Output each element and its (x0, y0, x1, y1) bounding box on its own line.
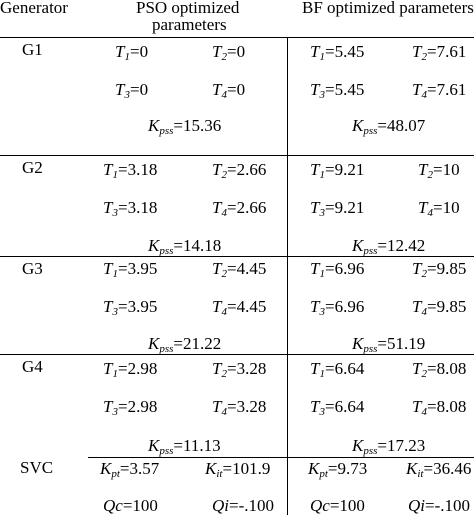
g3-bf-t2: $T_2=9.85$ (412, 259, 467, 280)
g3-bf-t3: $T_3=6.96$ (310, 297, 365, 318)
g4-pso-t2: $T_2=3.28$ (212, 359, 267, 380)
g4-bf-t4: $T_4=8.08$ (412, 397, 467, 418)
g1-bf-t3: $T_3=5.45$ (310, 80, 365, 101)
gen-label-g1: G1 (22, 40, 43, 59)
g4-bf-kpss: $K_{pss}=17.23$ (352, 436, 426, 457)
g3-pso-t4: $T_4=4.45$ (212, 297, 267, 318)
svc-pso-kit: $K_{it}=101.9$ (205, 459, 271, 480)
g3-pso-t2: $T_2=4.45$ (212, 259, 267, 280)
g1-pso-t2: $T_2=0$ (212, 42, 246, 63)
header-pso-line2: parameters (152, 15, 227, 34)
header-generator: Generator (0, 0, 68, 17)
g2-bf-t3: $T_3=9.21$ (310, 198, 365, 219)
g2-bf-t4: $T_4=10$ (418, 198, 460, 219)
g1-pso-t1: $T_1=0$ (115, 42, 149, 63)
g1-bf-kpss: $K_{pss}=48.07$ (352, 116, 426, 137)
gen-label-svc: SVC (20, 458, 54, 477)
g2-pso-t2: $T_2=2.66$ (212, 160, 267, 181)
svc-bf-qi: Qi=-.100 (408, 496, 471, 515)
g2-pso-t4: $T_4=2.66$ (212, 198, 267, 219)
g3-bf-t4: $T_4=9.85$ (412, 297, 467, 318)
g4-bf-t1: $T_1=6.64$ (310, 359, 365, 380)
svc-bf-kit: $K_{it}=36.46$ (406, 459, 472, 480)
g3-bf-kpss: $K_{pss}=51.19$ (352, 334, 426, 355)
g2-pso-t1: $T_1=3.18$ (103, 160, 158, 181)
g3-pso-t3: $T_3=3.95$ (103, 297, 158, 318)
svc-pso-kpt: $K_{pt}=3.57$ (100, 459, 160, 480)
gen-label-g2: G2 (22, 158, 43, 177)
g1-pso-t4: $T_4=0$ (212, 80, 246, 101)
g4-bottom-line (88, 457, 474, 458)
g1-pso-kpss: $K_{pss}=15.36$ (148, 116, 222, 137)
g2-bottom-line (0, 256, 474, 257)
header-pso-line1: PSO optimized (136, 0, 240, 17)
header-bf: BF optimized parameters (302, 0, 474, 17)
g2-pso-t3: $T_3=3.18$ (103, 198, 158, 219)
svc-pso-qc: Qc=100 (103, 496, 158, 515)
g4-bf-t3: $T_3=6.64$ (310, 397, 365, 418)
g4-pso-t4: $T_4=3.28$ (212, 397, 267, 418)
g1-bottom-line (0, 155, 474, 156)
svc-bf-kpt: $K_{pt}=9.73$ (308, 459, 368, 480)
g3-bf-t1: $T_1=6.96$ (310, 259, 365, 280)
pso-bf-divider (287, 37, 288, 515)
g1-pso-t3: $T_3=0$ (115, 80, 149, 101)
g1-bf-t4: $T_4=7.61$ (412, 80, 467, 101)
g4-pso-t1: $T_1=2.98$ (103, 359, 158, 380)
g4-bf-t2: $T_2=8.08$ (412, 359, 467, 380)
g2-bf-kpss: $K_{pss}=12.42$ (352, 236, 426, 257)
g2-bf-t1: $T_1=9.21$ (310, 160, 365, 181)
g1-bf-t2: $T_2=7.61$ (412, 42, 467, 63)
g3-bottom-line (0, 354, 474, 355)
g2-pso-kpss: $K_{pss}=14.18$ (148, 236, 222, 257)
g4-pso-t3: $T_3=2.98$ (103, 397, 158, 418)
svc-pso-qi: Qi=-.100 (212, 496, 275, 515)
g4-pso-kpss: $K_{pss}=11.13$ (148, 436, 221, 457)
g1-bf-t1: $T_1=5.45$ (310, 42, 365, 63)
g3-pso-t1: $T_1=3.95$ (103, 259, 158, 280)
g2-bf-t2: $T_2=10$ (418, 160, 460, 181)
g3-pso-kpss: $K_{pss}=21.22$ (148, 334, 222, 355)
header-bottom-line (0, 37, 474, 38)
svc-bf-qc: Qc=100 (310, 496, 365, 515)
gen-label-g4: G4 (22, 357, 43, 376)
gen-label-g3: G3 (22, 259, 43, 278)
